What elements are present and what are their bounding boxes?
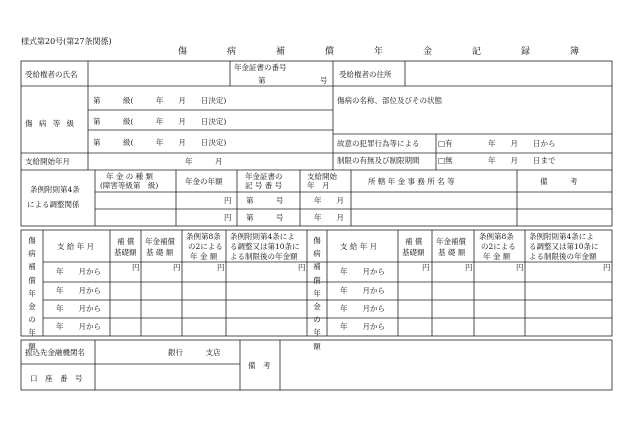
adjust-start-2: 年 月	[307, 181, 330, 190]
ledger-left-yen-3: 円	[217, 263, 225, 272]
adjust-cert-2: 記 号 番 号	[245, 181, 283, 190]
ledger-right-row-1-from: 年 月から	[340, 267, 385, 276]
disease-label: 傷病の名称、部位及びその状態	[337, 96, 442, 105]
ledger-right-row-4-from: 年 月から	[340, 322, 385, 331]
grade-row-2: 第 級( 年 月 日決定)	[93, 117, 227, 126]
start-label: 支給開始年月	[25, 157, 70, 166]
account-label: 口 座 番 号	[30, 374, 83, 383]
ledger-adj2-left: る調整又は第10条に	[230, 242, 300, 251]
bank-label: 振込先金融機関名	[25, 348, 85, 357]
footer-remarks-label: 備 考	[248, 361, 271, 370]
ledger-art8-2-right: の2による	[481, 242, 516, 251]
grade-row-1: 第 級( 年 月 日決定)	[93, 96, 227, 105]
adjust-remarks-header: 備 考	[540, 177, 578, 186]
recipient-name-label: 受給権者の氏名	[25, 70, 78, 79]
grade-label: 傷 病 等 級	[25, 119, 77, 128]
ledger-adj3-right: よる制限後の年金額	[529, 252, 597, 261]
ledger-right-yen-3: 円	[516, 263, 524, 272]
ledger-right-yen-1: 円	[422, 263, 430, 272]
recipient-address-label: 受給権者の住所	[339, 70, 392, 79]
restrict-no-checkbox[interactable]: □無	[438, 156, 453, 165]
ledger-pbase2-right: 基 礎 額	[438, 248, 466, 257]
ledger-left-row-3-from: 年 月から	[56, 304, 101, 313]
ledger-right-row-3-from: 年 月から	[340, 304, 385, 313]
restrict-to: 年 月 日まで	[488, 156, 556, 165]
ledger-base1-right: 補 償	[405, 237, 423, 246]
adjust-label-2: による調整関係	[27, 200, 80, 209]
adjust-office-header: 所 轄 年 金 事 務 所 名 等	[368, 177, 455, 186]
adjust-row-2-yen: 円	[224, 213, 232, 222]
restrict-label-1: 故意の犯罪行為等による	[337, 139, 420, 148]
cert-prefix: 第	[258, 76, 266, 85]
ledger-art8-3-left: 年 金 額	[190, 252, 218, 261]
adjust-kind-2: (障害等級第 級)	[100, 181, 159, 190]
ledger-adj1-left: 条例附則第4条によ	[230, 232, 295, 241]
ledger-side-label-right: 傷病補償年金の年額	[313, 236, 321, 351]
grade-row-3: 第 級( 年 月 日決定)	[93, 138, 227, 147]
ledger-adj2-right: る調整又は第10条に	[529, 242, 599, 251]
ledger-left-row-4-from: 年 月から	[56, 322, 101, 331]
form-code: 様式第20号(第27条関係)	[21, 37, 112, 46]
adjust-amount-header: 年金の年額	[185, 177, 223, 186]
ledger-base2-left: 基礎額	[114, 248, 137, 257]
ledger-left-row-1-from: 年 月から	[56, 267, 101, 276]
cert-suffix: 号	[320, 76, 328, 85]
restrict-label-2: 制限の有無及び制限期間	[337, 156, 420, 165]
ledger-right-row-2-from: 年 月から	[340, 286, 385, 295]
ledger-art8-3-right: 年 金 額	[483, 252, 511, 261]
restrict-from: 年 月 日から	[488, 139, 556, 148]
ledger-left-yen-1: 円	[132, 263, 140, 272]
adjust-cert-1: 年金証書の	[245, 172, 283, 181]
ledger-left-yen-4: 円	[298, 263, 306, 272]
adjust-start-1: 支給開始	[307, 172, 337, 181]
ledger-side-label-left: 傷病補償年金の年額	[28, 236, 36, 351]
adjust-label-1: 条例附則第4条	[30, 185, 80, 194]
ledger-adj1-right: 条例附則第4条によ	[529, 232, 594, 241]
adjust-kind-1: 年 金 の 種 類	[106, 172, 154, 181]
ledger-art8-1-right: 条例第8条	[479, 232, 514, 241]
ledger-pbase1-right: 年金補償	[436, 237, 466, 246]
ledger-adj3-left: よる制限後の年金額	[230, 252, 298, 261]
ledger-pbase1-left: 年金補償	[145, 237, 175, 246]
start-value: 年 月	[185, 157, 223, 166]
adjust-row-2-ym: 年 月	[314, 213, 344, 222]
ledger-art8-1-left: 条例第8条	[186, 232, 221, 241]
ledger-period-header-right: 支 給 年 月	[340, 242, 378, 251]
ledger-base2-right: 基礎額	[402, 248, 425, 257]
ledger-left-row-2-from: 年 月から	[56, 286, 101, 295]
bank-suffix: 銀行 支店	[168, 348, 221, 357]
ledger-right-yen-2: 円	[465, 263, 473, 272]
page-title: 傷病補償年金記録簿	[178, 47, 620, 57]
ledger-left-yen-2: 円	[173, 263, 181, 272]
ledger-period-header-left: 支 給 年 月	[57, 242, 95, 251]
ledger-pbase2-left: 基 礎 額	[146, 248, 174, 257]
ledger-base1-left: 補 償	[117, 237, 135, 246]
pension-cert-label: 年金証書の番号	[234, 63, 287, 72]
adjust-row-1-num: 第 号	[246, 196, 284, 205]
restrict-yes-checkbox[interactable]: □有	[438, 139, 453, 148]
ledger-right-yen-4: 円	[603, 263, 611, 272]
adjust-row-1-ym: 年 月	[314, 196, 344, 205]
ledger-art8-2-left: の2による	[188, 242, 223, 251]
adjust-row-2-num: 第 号	[246, 213, 284, 222]
adjust-row-1-yen: 円	[224, 196, 232, 205]
